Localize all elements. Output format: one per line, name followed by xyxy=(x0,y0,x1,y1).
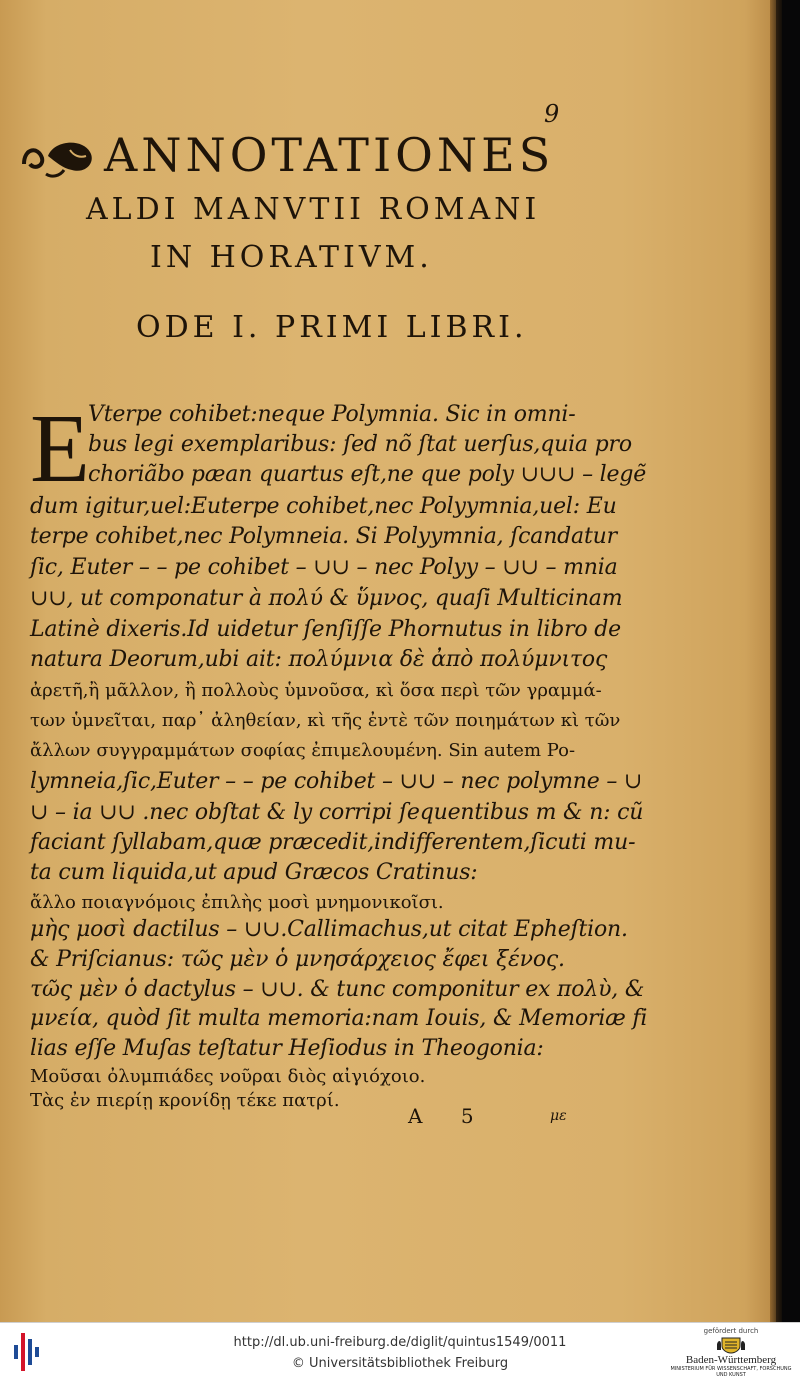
heading-line-4: ODE I. PRIMI LIBRI. xyxy=(136,310,528,345)
text-line: Vterpe cohibet:neque Polymnia. Sic in omni- xyxy=(88,402,576,427)
fleuron-ornament-icon xyxy=(20,134,100,180)
text-line: μὴς μοσὶ dactilus – ∪∪.Callimachus,ut citat Epheſtion. xyxy=(30,917,628,942)
text-line: ἄλλων συγγραμμάτων σοφίας ἐπιμελουμένη. Sin autem Po- xyxy=(30,740,576,761)
text-line: ta cum liquida,ut apud Græcos Cratinus: xyxy=(30,860,478,885)
heading-line-1: ANNOTATIONES xyxy=(104,128,555,182)
sponsor-ministry: MINISTERIUM FÜR WISSENSCHAFT, FORSCHUNG UND KUNST xyxy=(670,1366,792,1378)
drop-cap: E xyxy=(30,395,90,503)
viewer-footer xyxy=(0,1322,800,1380)
text-line: Latinè dixeris.Id uidetur ſenſiſſe Phornutus in libro de xyxy=(30,617,621,642)
sponsor-logo xyxy=(668,1327,794,1379)
text-line: dum igitur,uel:Euterpe cohibet,nec Polyymnia,uel: Eu xyxy=(30,494,617,519)
text-line: ∪ – ia ∪∪ .nec obſtat & ly corripi ſequentibus m & n: cũ xyxy=(30,800,644,825)
text-line: lias eſſe Muſas teſtatur Heſiodus in Theogonia: xyxy=(30,1036,544,1061)
text-line: choriãbo pæan quartus eſt,ne que poly ∪∪∪ – legẽ xyxy=(88,462,647,487)
sponsor-name: Baden-Württemberg xyxy=(685,1354,777,1366)
text-line: Μοῦσαι ὀλυμπιάδες νοῦραι διὸς αἰγιόχοιο. xyxy=(30,1066,426,1087)
text-line: ∪∪, ut componatur à πολύ & ὕμνος, quaſi Multicinam xyxy=(30,586,623,611)
text-line: ſic, Euter – – pe cohibet – ∪∪ – nec Polyy – ∪∪ – mnia xyxy=(30,555,618,580)
text-line: terpe cohibet,nec Polymneia. Si Polyymnia, ſcandatur xyxy=(30,524,617,549)
text-line: & Priſcianus: τῶς μὲν ὁ μνησάρχειος ἔφει ξένος. xyxy=(30,947,565,972)
text-line: faciant ſyllabam,quæ præcedit,indifferentem,ſicuti mu- xyxy=(30,830,636,855)
heading-line-2: ALDI MANVTII ROMANI xyxy=(86,192,541,227)
signature-mark xyxy=(408,1104,506,1128)
sponsor-label: gefördert durch xyxy=(703,1327,759,1335)
permalink-url[interactable]: http://dl.ub.uni-freiburg.de/diglit/quintus1549/0011 xyxy=(233,1335,567,1350)
text-line: τῶς μὲν ὁ dactylus – ∪∪. & tunc componitur ex πολὺ, & xyxy=(30,977,645,1002)
signature-number: 5 xyxy=(460,1104,474,1128)
text-line: ἄλλο ποιαγνόμοις ἐπιλὴς μοσὶ μνημονικοῖσι. xyxy=(30,892,444,913)
text-line: natura Deorum,ubi ait: πολύμνια δὲ ἀπὸ πολύμνιτος xyxy=(30,647,608,672)
catchword: με xyxy=(550,1108,567,1124)
signature-letter: A xyxy=(408,1104,423,1128)
copyright-text: © Universitätsbibliothek Freiburg xyxy=(291,1356,509,1371)
text-line: των ὑμνεῖται, παρ᾽ ἀληθείαν, κὶ τῆς ἐντὲ τῶν ποιημάτων κὶ τῶν xyxy=(30,710,621,731)
heading-line-3: IN HORATIVM. xyxy=(150,240,433,275)
text-line: Τὰς ἐν πιερίῃ κρονίδῃ τέκε πατρί. xyxy=(30,1090,340,1111)
text-line: ἀρετῆ,ἢ μᾶλλον, ἢ πολλοὺς ὑμνοῦσα, κὶ ὅσα περὶ τῶν γραμμά- xyxy=(30,680,602,701)
text-line: lymneia,ſic,Euter – – pe cohibet – ∪∪ – nec polymne – ∪ xyxy=(30,769,643,794)
text-line: bus legi exemplaribus: ſed nõ ſtat uerſus,quia pro xyxy=(88,432,632,457)
heading-annotationes xyxy=(20,126,580,186)
text-line: μνεία, quòd ſit multa memoria:nam Iouis, & Memoriæ fi xyxy=(30,1006,648,1031)
coat-of-arms-icon xyxy=(716,1336,746,1354)
folio-number: 9 xyxy=(544,100,560,128)
